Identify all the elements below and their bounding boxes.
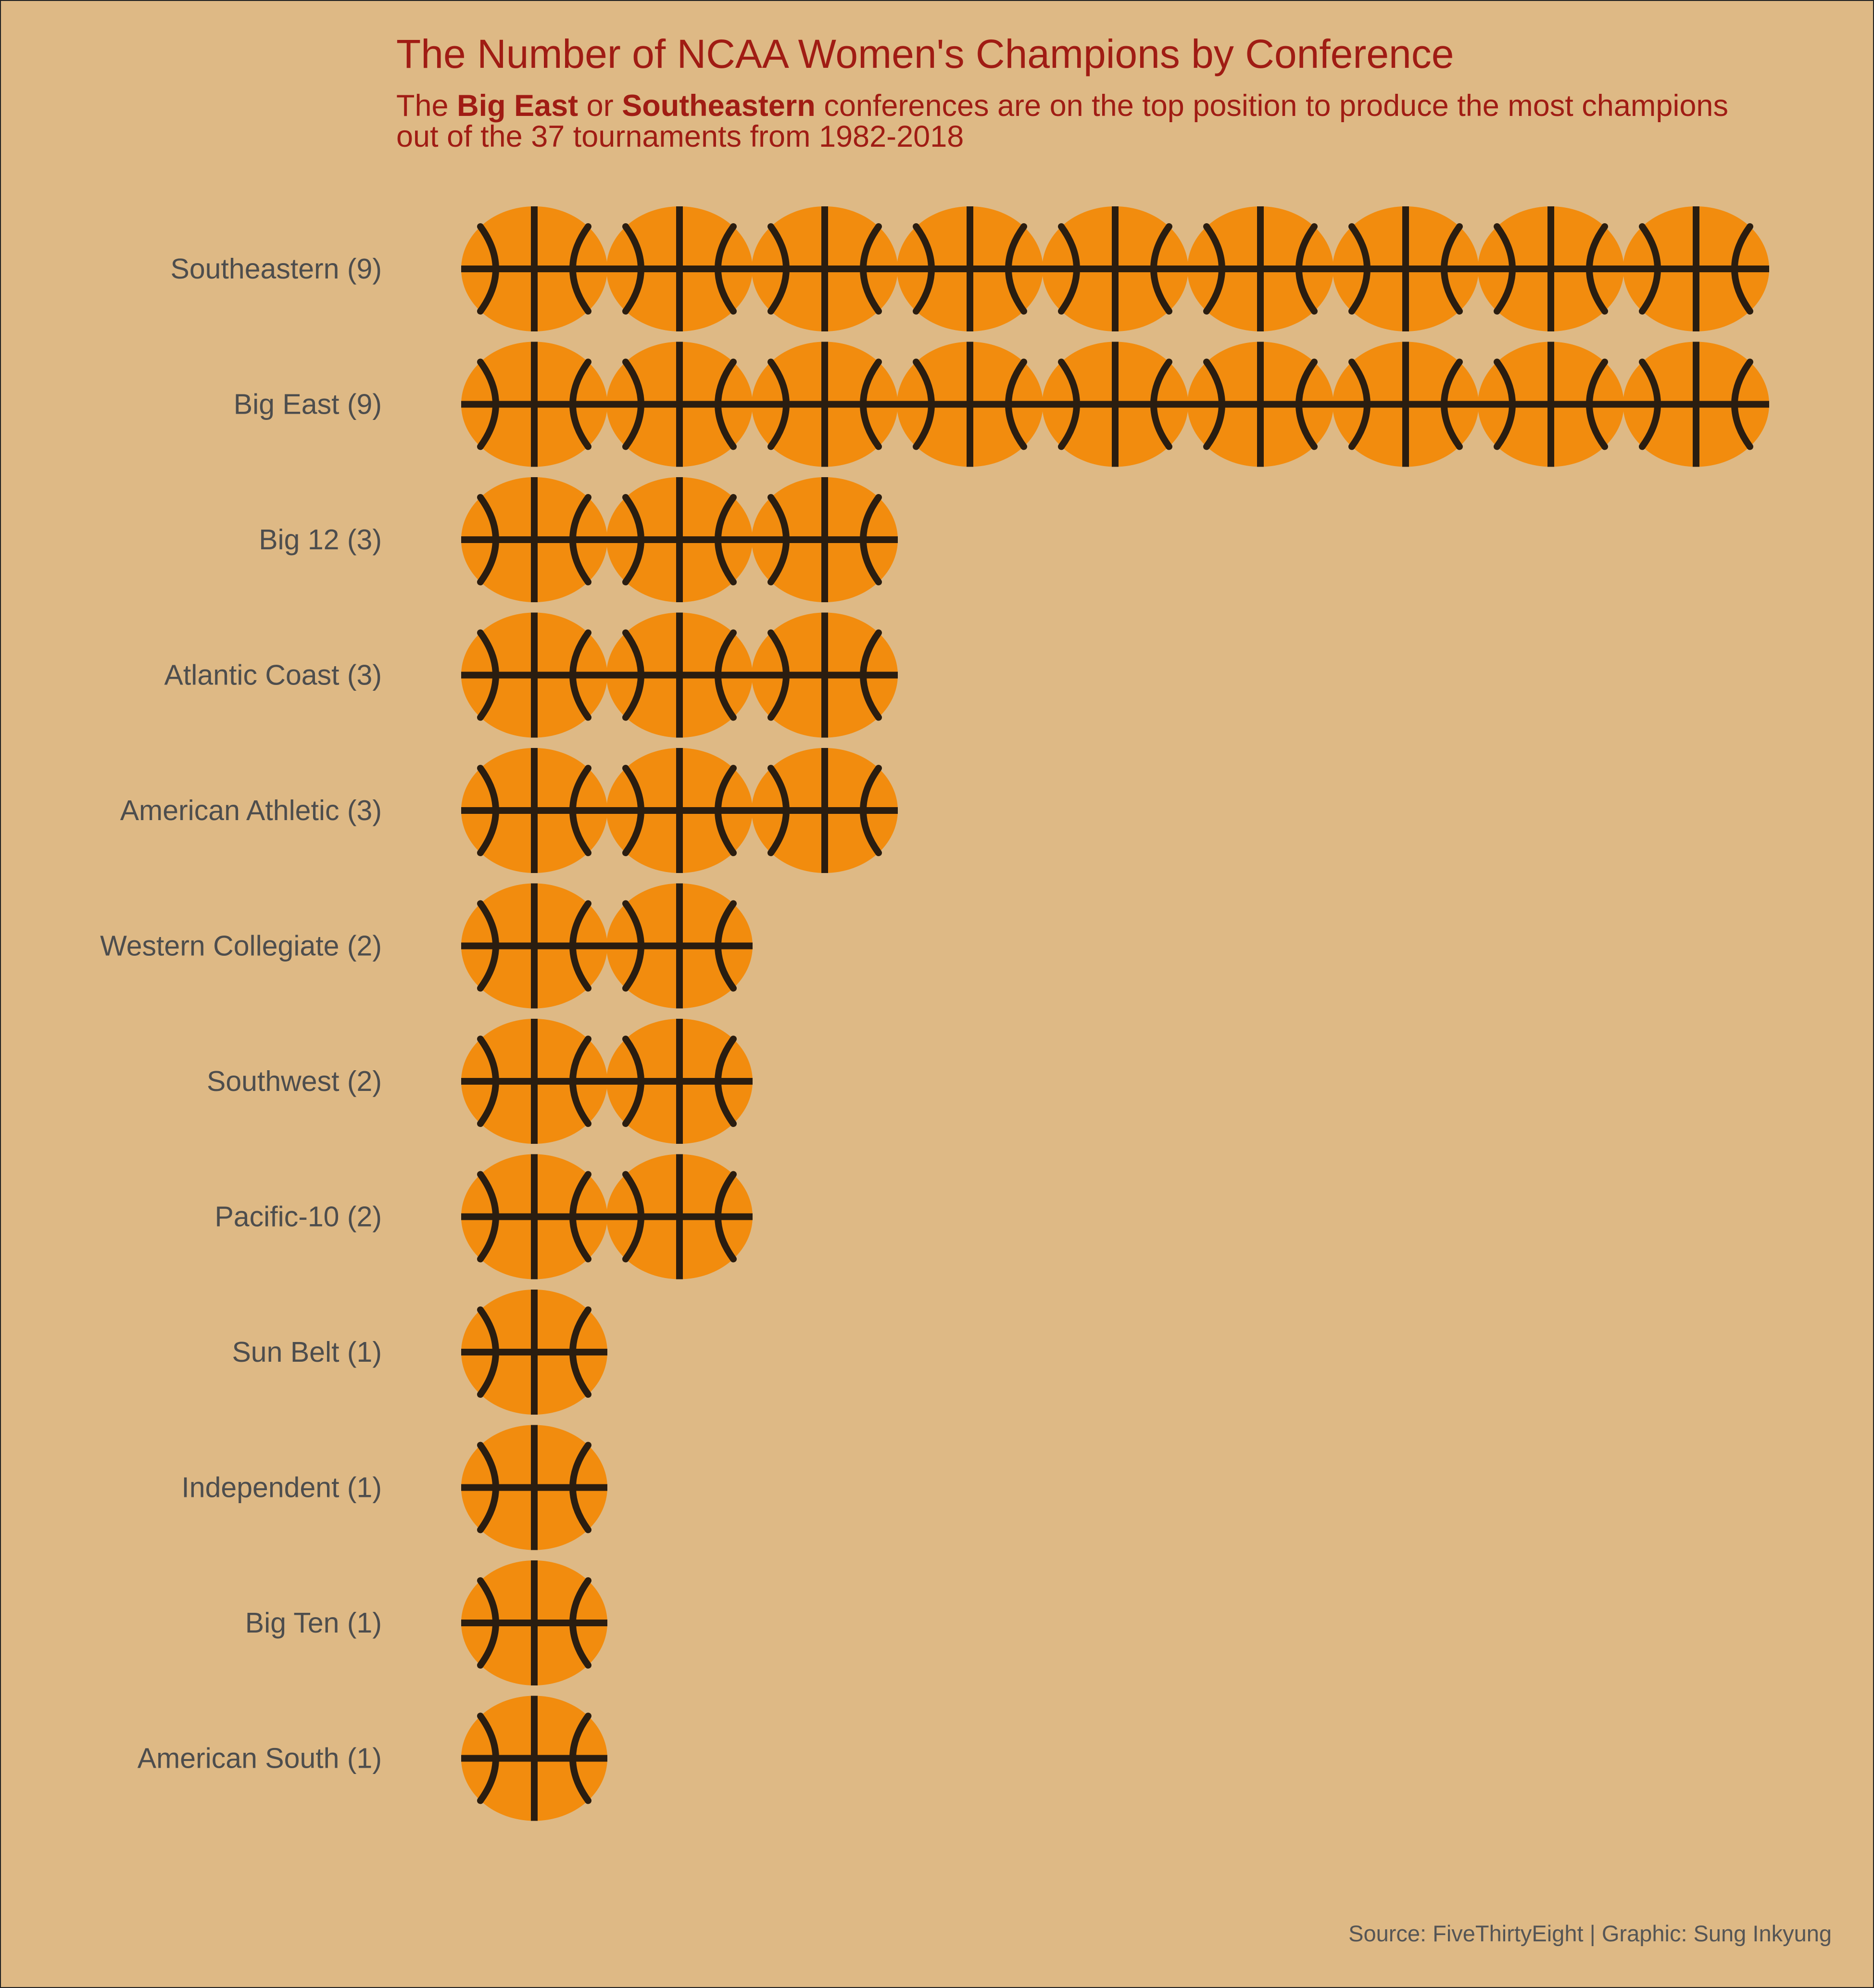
- row-label: Atlantic Coast (3): [164, 659, 382, 691]
- basketball-icon: [461, 748, 607, 873]
- basketball-icon: [1187, 342, 1333, 467]
- basketball-icon: [897, 206, 1043, 331]
- row-american-athletic: [120, 748, 898, 873]
- row-southwest: [207, 1019, 753, 1144]
- row-label: Southwest (2): [207, 1065, 382, 1097]
- basketball-icon: [1623, 342, 1769, 467]
- basketball-icon: [606, 613, 753, 738]
- row-western-collegiate: [100, 884, 753, 1009]
- basketball-icon: [606, 1019, 753, 1144]
- row-big-12: [259, 477, 898, 602]
- basketball-icon: [461, 1560, 607, 1685]
- row-sun-belt: [232, 1290, 607, 1415]
- basketball-icon: [461, 1290, 607, 1415]
- basketball-icon: [606, 884, 753, 1009]
- row-label: Western Collegiate (2): [100, 930, 382, 962]
- chart-title: The Number of NCAA Women's Champions by Conference: [396, 31, 1454, 76]
- subtitle-line2: out of the 37 tournaments from 1982-2018: [396, 120, 964, 153]
- chart-caption: Source: FiveThirtyEight | Graphic: Sung Inkyung: [1348, 1921, 1832, 1946]
- row-big-east: [234, 342, 1769, 467]
- subtitle-highlight-southeastern: Southeastern: [622, 89, 816, 123]
- basketball-icon: [606, 206, 753, 331]
- basketball-icon: [1187, 206, 1333, 331]
- basketball-icon: [461, 206, 607, 331]
- basketball-icon: [752, 206, 898, 331]
- pictogram-chart: [1, 1, 1873, 1987]
- row-label: Big East (9): [233, 388, 382, 420]
- basketball-icon: [461, 1696, 607, 1821]
- basketball-icon: [461, 1425, 607, 1550]
- basketball-icon: [606, 477, 753, 602]
- row-pacific-10: [214, 1154, 753, 1279]
- row-label: Big 12 (3): [259, 524, 382, 556]
- subtitle-line1-end: conferences are on the top position to produce the most champions: [824, 89, 1728, 123]
- basketball-icon: [752, 477, 898, 602]
- basketball-icon: [1333, 206, 1479, 331]
- row-label: Pacific-10 (2): [214, 1201, 382, 1233]
- basketball-icon: [461, 613, 607, 738]
- basketball-icon: [1478, 206, 1624, 331]
- basketball-icon: [1333, 342, 1479, 467]
- subtitle-highlight-big-east: Big East: [457, 89, 579, 123]
- basketball-icon: [897, 342, 1043, 467]
- basketball-icon: [752, 748, 898, 873]
- basketball-icon: [606, 342, 753, 467]
- row-big-ten: [245, 1560, 607, 1685]
- basketball-icon: [1623, 206, 1769, 331]
- basketball-icon: [461, 1154, 607, 1279]
- basketball-icon: [461, 342, 607, 467]
- basketball-icon: [461, 477, 607, 602]
- row-atlantic-coast: [164, 613, 898, 738]
- subtitle-mid: or: [586, 89, 614, 123]
- row-independent: [181, 1425, 607, 1550]
- basketball-icon: [461, 1019, 607, 1144]
- basketball-icon: [1042, 206, 1188, 331]
- basketball-icon: [461, 884, 607, 1009]
- chart-rows: [100, 206, 1769, 1821]
- basketball-icon: [752, 342, 898, 467]
- subtitle-prefix: The: [396, 89, 449, 123]
- basketball-icon: [606, 1154, 753, 1279]
- row-label: Southeastern (9): [170, 253, 382, 285]
- row-label: Big Ten (1): [245, 1607, 382, 1639]
- row-label: Independent (1): [181, 1471, 382, 1504]
- row-southeastern: [171, 206, 1769, 331]
- basketball-icon: [1042, 342, 1188, 467]
- row-american-south: [138, 1696, 607, 1821]
- basketball-icon: [606, 748, 753, 873]
- basketball-icon: [1478, 342, 1624, 467]
- row-label: Sun Belt (1): [232, 1336, 382, 1368]
- row-label: American Athletic (3): [120, 795, 382, 826]
- row-label: American South (1): [137, 1742, 382, 1774]
- basketball-icon: [752, 613, 898, 738]
